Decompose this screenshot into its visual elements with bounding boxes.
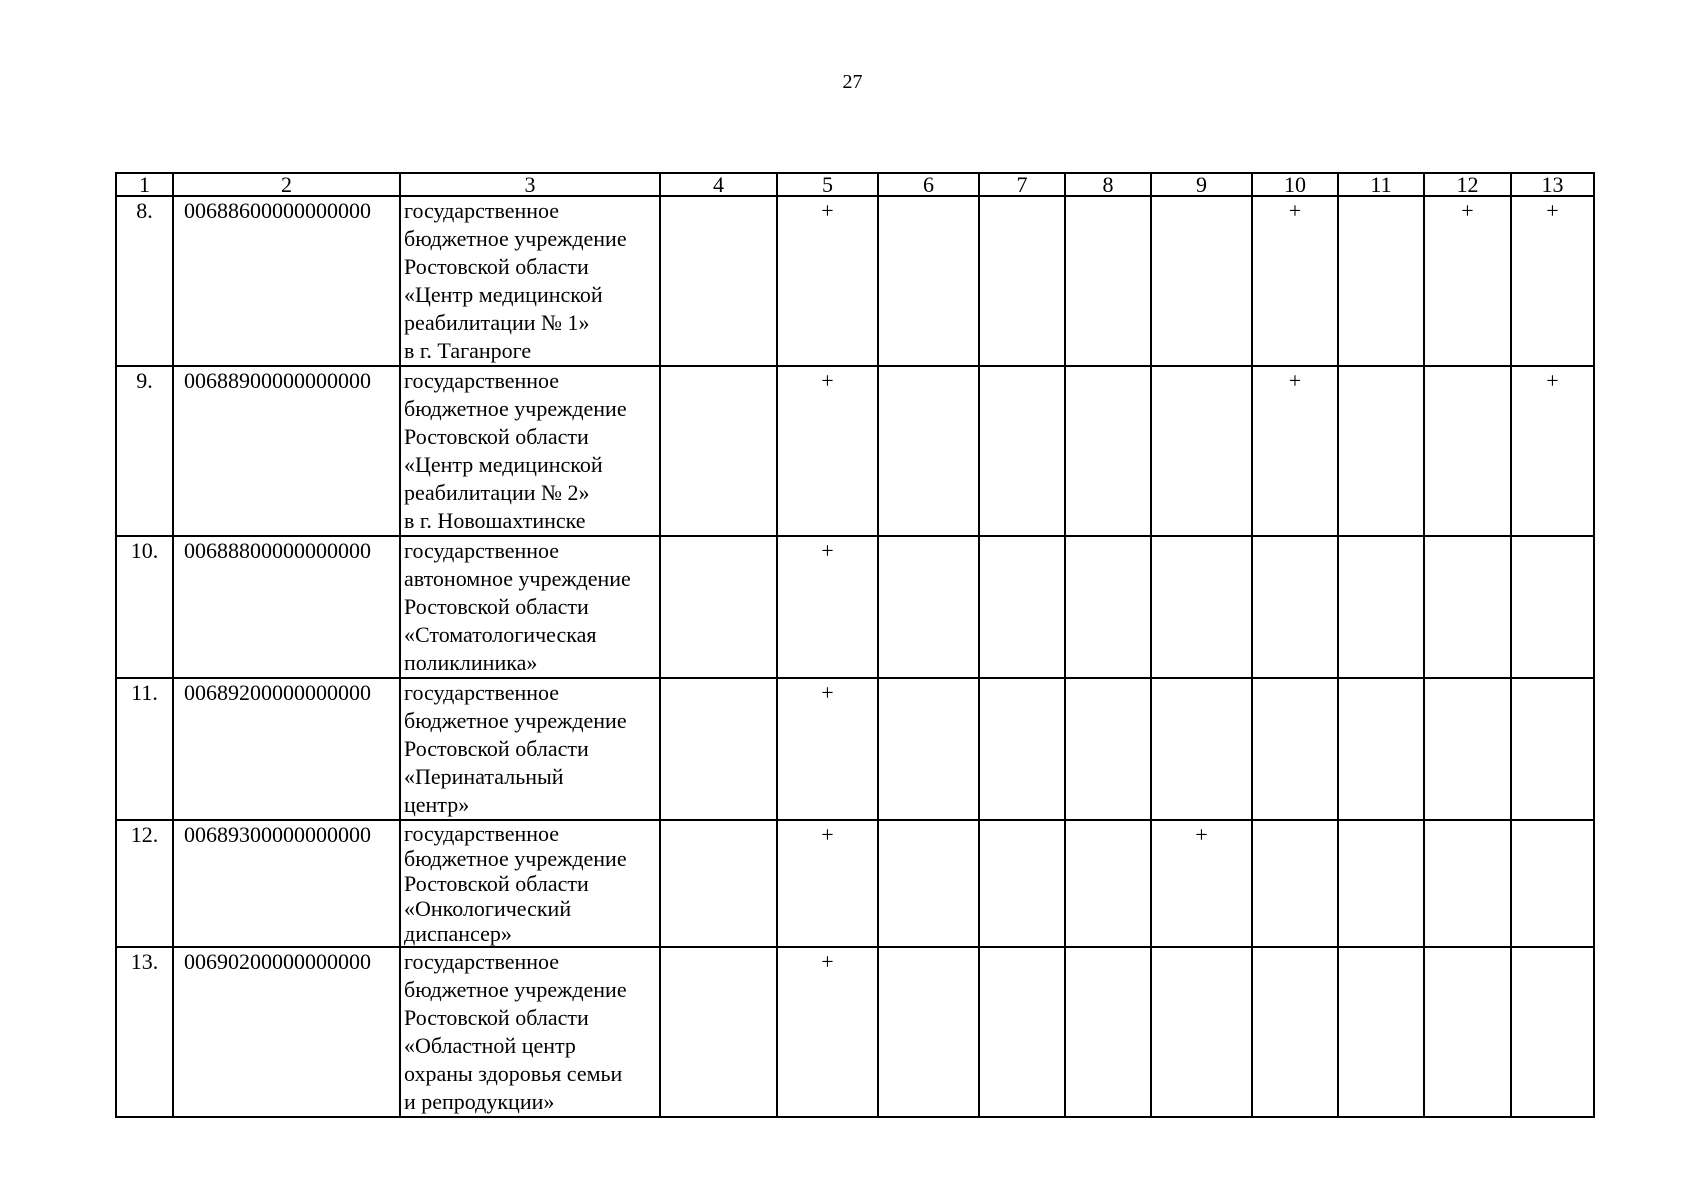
column-header: 3 [400,173,660,196]
institution-name-text: государственное бюджетное учреждение Ростовской области «Центр медицинской реабилитации № 2» в г. Новошахтинске [404,368,627,533]
mark-cell-col-12: + [1424,196,1511,366]
institution-name-text: государственное автономное учреждение Ростовской области «Стоматологическая поликлиника» [404,538,631,675]
mark-cell-col-12 [1424,820,1511,947]
mark-cell-col-5: + [777,536,878,678]
column-header: 2 [173,173,400,196]
mark-cell-col-5: + [777,820,878,947]
table-row [116,366,1594,536]
mark-cell-col-9 [1151,536,1252,678]
mark-cell-col-8 [1065,536,1151,678]
table-row [116,820,1594,947]
column-header: 13 [1511,173,1594,196]
mark-cell-col-7 [979,536,1065,678]
column-header: 12 [1424,173,1511,196]
mark-cell-col-10 [1252,678,1338,820]
mark-cell-col-11 [1338,678,1424,820]
mark-cell-col-12 [1424,678,1511,820]
mark-cell-col-11 [1338,196,1424,366]
registry-code-cell: 00689200000000000 [173,678,400,820]
mark-cell-col-9 [1151,947,1252,1117]
row-number-cell: 8. [116,196,173,366]
mark-cell-col-13 [1511,678,1594,820]
row-number-cell: 11. [116,678,173,820]
table-body [116,173,1594,1117]
row-number-cell: 13. [116,947,173,1117]
table-row [116,536,1594,678]
institution-name-cell [400,947,660,1117]
mark-cell-col-5: + [777,366,878,536]
column-header: 9 [1151,173,1252,196]
registry-code-cell: 00688900000000000 [173,366,400,536]
mark-cell-col-4 [660,366,777,536]
mark-cell-col-6 [878,947,979,1117]
mark-cell-col-6 [878,366,979,536]
registry-code-cell: 00688800000000000 [173,536,400,678]
mark-cell-col-6 [878,196,979,366]
mark-cell-col-7 [979,366,1065,536]
column-header: 1 [116,173,173,196]
institution-name-text: государственное бюджетное учреждение Ростовской области «Областной центр охраны здоровья семьи и репродукции» [404,949,627,1114]
row-number-cell: 10. [116,536,173,678]
mark-cell-col-12 [1424,366,1511,536]
registry-code-cell: 00688600000000000 [173,196,400,366]
mark-cell-col-9: + [1151,820,1252,947]
registry-code-cell: 00690200000000000 [173,947,400,1117]
mark-cell-col-7 [979,196,1065,366]
mark-cell-col-8 [1065,678,1151,820]
mark-cell-col-10 [1252,536,1338,678]
mark-cell-col-4 [660,820,777,947]
institution-name-cell [400,820,660,947]
mark-cell-col-10: + [1252,366,1338,536]
column-header: 4 [660,173,777,196]
mark-cell-col-9 [1151,678,1252,820]
table-row [116,947,1594,1117]
mark-cell-col-8 [1065,820,1151,947]
column-header: 6 [878,173,979,196]
mark-cell-col-11 [1338,820,1424,947]
row-number-cell: 9. [116,366,173,536]
table-row [116,678,1594,820]
document-table [115,172,1595,1118]
mark-cell-col-9 [1151,196,1252,366]
table-row [116,196,1594,366]
mark-cell-col-10: + [1252,196,1338,366]
mark-cell-col-12 [1424,947,1511,1117]
institution-name-text: государственное бюджетное учреждение Ростовской области «Онкологический диспансер» [404,821,627,946]
mark-cell-col-6 [878,536,979,678]
institution-name-cell [400,536,660,678]
mark-cell-col-13 [1511,820,1594,947]
mark-cell-col-13: + [1511,196,1594,366]
row-number-cell: 12. [116,820,173,947]
mark-cell-col-10 [1252,947,1338,1117]
mark-cell-col-9 [1151,366,1252,536]
column-header: 11 [1338,173,1424,196]
mark-cell-col-4 [660,947,777,1117]
mark-cell-col-6 [878,820,979,947]
institution-name-cell [400,678,660,820]
mark-cell-col-11 [1338,947,1424,1117]
column-number-row [116,173,1594,196]
mark-cell-col-5: + [777,196,878,366]
institution-name-text: государственное бюджетное учреждение Ростовской области «Перинатальный центр» [404,680,627,817]
mark-cell-col-7 [979,820,1065,947]
mark-cell-col-4 [660,196,777,366]
column-header: 5 [777,173,878,196]
institution-name-cell [400,366,660,536]
institution-name-cell [400,196,660,366]
mark-cell-col-4 [660,536,777,678]
mark-cell-col-7 [979,947,1065,1117]
mark-cell-col-13 [1511,947,1594,1117]
mark-cell-col-4 [660,678,777,820]
mark-cell-col-13 [1511,536,1594,678]
institution-name-text: государственное бюджетное учреждение Ростовской области «Центр медицинской реабилитации № 1» в г. Таганроге [404,198,627,363]
mark-cell-col-8 [1065,196,1151,366]
mark-cell-col-5: + [777,678,878,820]
mark-cell-col-11 [1338,366,1424,536]
mark-cell-col-7 [979,678,1065,820]
registry-code-cell: 00689300000000000 [173,820,400,947]
column-header: 10 [1252,173,1338,196]
mark-cell-col-8 [1065,366,1151,536]
mark-cell-col-13: + [1511,366,1594,536]
mark-cell-col-11 [1338,536,1424,678]
page-number: 27 [842,71,863,93]
mark-cell-col-12 [1424,536,1511,678]
column-header: 7 [979,173,1065,196]
mark-cell-col-8 [1065,947,1151,1117]
mark-cell-col-5: + [777,947,878,1117]
column-header: 8 [1065,173,1151,196]
mark-cell-col-10 [1252,820,1338,947]
mark-cell-col-6 [878,678,979,820]
